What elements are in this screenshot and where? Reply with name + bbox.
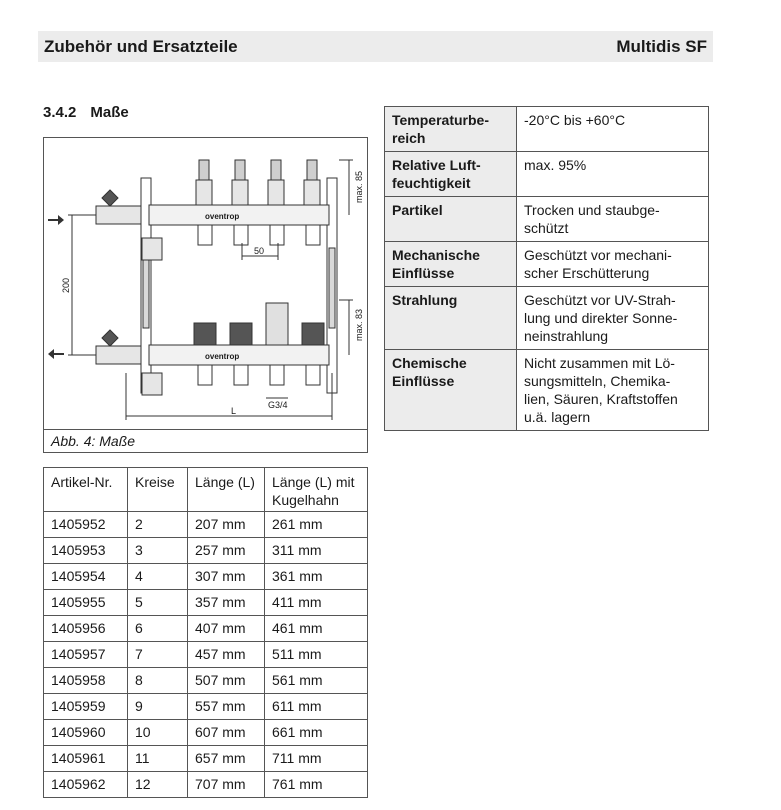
- spec-label: Mechanische Einflüsse: [385, 242, 517, 287]
- table-row: [44, 746, 368, 772]
- table-cell: 357 mm: [188, 590, 265, 616]
- height-dimension: 200: [61, 277, 71, 293]
- spec-row: [385, 107, 709, 152]
- table-cell: 761 mm: [265, 772, 368, 798]
- table-cell: 611 mm: [265, 694, 368, 720]
- manifold-drawing: [44, 138, 367, 430]
- dimension-figure: [43, 137, 368, 453]
- table-row: [44, 694, 368, 720]
- spec-value: Geschützt vor mechani- scher Erschütterung: [517, 242, 709, 287]
- table-cell: 11: [128, 746, 188, 772]
- brand-label-top: oventrop: [205, 212, 240, 221]
- spec-label: Partikel: [385, 197, 517, 242]
- table-cell: 657 mm: [188, 746, 265, 772]
- table-row: [44, 538, 368, 564]
- table-cell: 257 mm: [188, 538, 265, 564]
- table-cell: 1405960: [44, 720, 128, 746]
- table-cell: 1405953: [44, 538, 128, 564]
- spec-row: [385, 287, 709, 350]
- table-row: [44, 590, 368, 616]
- table-cell: 307 mm: [188, 564, 265, 590]
- table-cell: 311 mm: [265, 538, 368, 564]
- flow-meters: [196, 160, 320, 205]
- table-cell: 12: [128, 772, 188, 798]
- header-right-title: Multidis SF: [616, 36, 707, 56]
- spec-value: max. 95%: [517, 152, 709, 197]
- table-cell: 661 mm: [265, 720, 368, 746]
- table-cell: 7: [128, 642, 188, 668]
- environment-spec-table: [384, 106, 709, 431]
- table-cell: 1405952: [44, 512, 128, 538]
- section-number: 3.4.2: [43, 104, 77, 121]
- spec-label: Chemische Einflüsse: [385, 350, 517, 431]
- column-header: Länge (L): [188, 468, 265, 512]
- table-cell: 361 mm: [265, 564, 368, 590]
- column-header: Artikel-Nr.: [44, 468, 128, 512]
- spec-label: Strahlung: [385, 287, 517, 350]
- table-cell: 607 mm: [188, 720, 265, 746]
- table-cell: 1405958: [44, 668, 128, 694]
- spec-value: Nicht zusammen mit Lö- sungsmitteln, Chemika- lien, Säuren, Kraftstoffen u.ä. lagern: [517, 350, 709, 431]
- table-cell: 461 mm: [265, 616, 368, 642]
- header-left-title: Zubehör und Ersatzteile: [44, 36, 238, 56]
- spec-value: Trocken und staubge- schützt: [517, 197, 709, 242]
- article-table: [43, 467, 368, 798]
- table-cell: 9: [128, 694, 188, 720]
- spec-value: Geschützt vor UV-Strah- lung und direkter Sonne- neinstrahlung: [517, 287, 709, 350]
- table-cell: 5: [128, 590, 188, 616]
- table-cell: 207 mm: [188, 512, 265, 538]
- table-row: [44, 642, 368, 668]
- column-header: Kreise: [128, 468, 188, 512]
- table-cell: 8: [128, 668, 188, 694]
- table-row: [44, 512, 368, 538]
- table-cell: 411 mm: [265, 590, 368, 616]
- table-cell: 457 mm: [188, 642, 265, 668]
- table-row: [44, 616, 368, 642]
- table-cell: 261 mm: [265, 512, 368, 538]
- section-title: [43, 104, 129, 121]
- table-row: [44, 772, 368, 798]
- spec-label: Relative Luft- feuchtigkeit: [385, 152, 517, 197]
- spec-row: [385, 242, 709, 287]
- table-cell: 407 mm: [188, 616, 265, 642]
- spec-row: [385, 197, 709, 242]
- table-cell: 1405962: [44, 772, 128, 798]
- figure-caption: Abb. 4: Maße: [44, 429, 367, 452]
- table-cell: 1405957: [44, 642, 128, 668]
- spec-row: [385, 152, 709, 197]
- max85-dimension: max. 85: [354, 170, 364, 203]
- table-cell: 10: [128, 720, 188, 746]
- table-cell: 511 mm: [265, 642, 368, 668]
- spacing-dimension: 50: [254, 246, 265, 256]
- table-cell: 1405954: [44, 564, 128, 590]
- table-cell: 707 mm: [188, 772, 265, 798]
- table-cell: 6: [128, 616, 188, 642]
- brand-label-bottom: oventrop: [205, 352, 240, 361]
- max83-dimension: max. 83: [354, 308, 364, 341]
- table-cell: 507 mm: [188, 668, 265, 694]
- table-cell: 561 mm: [265, 668, 368, 694]
- table-cell: 1405956: [44, 616, 128, 642]
- valve-caps: [194, 303, 324, 345]
- table-cell: 3: [128, 538, 188, 564]
- column-header: Länge (L) mit Kugelhahn: [265, 468, 368, 512]
- section-name: Maße: [90, 104, 129, 121]
- table-cell: 1405961: [44, 746, 128, 772]
- table-cell: 2: [128, 512, 188, 538]
- spec-label: Temperaturbe- reich: [385, 107, 517, 152]
- thread-dimension: G3/4: [268, 400, 288, 410]
- spec-row: [385, 350, 709, 431]
- table-cell: 557 mm: [188, 694, 265, 720]
- spec-value: -20°C bis +60°C: [517, 107, 709, 152]
- table-row: [44, 668, 368, 694]
- table-row: [44, 720, 368, 746]
- table-cell: 4: [128, 564, 188, 590]
- page-header: [38, 31, 713, 62]
- table-cell: 1405959: [44, 694, 128, 720]
- table-cell: 711 mm: [265, 746, 368, 772]
- table-cell: 1405955: [44, 590, 128, 616]
- length-dimension: L: [231, 406, 237, 416]
- table-row: [44, 564, 368, 590]
